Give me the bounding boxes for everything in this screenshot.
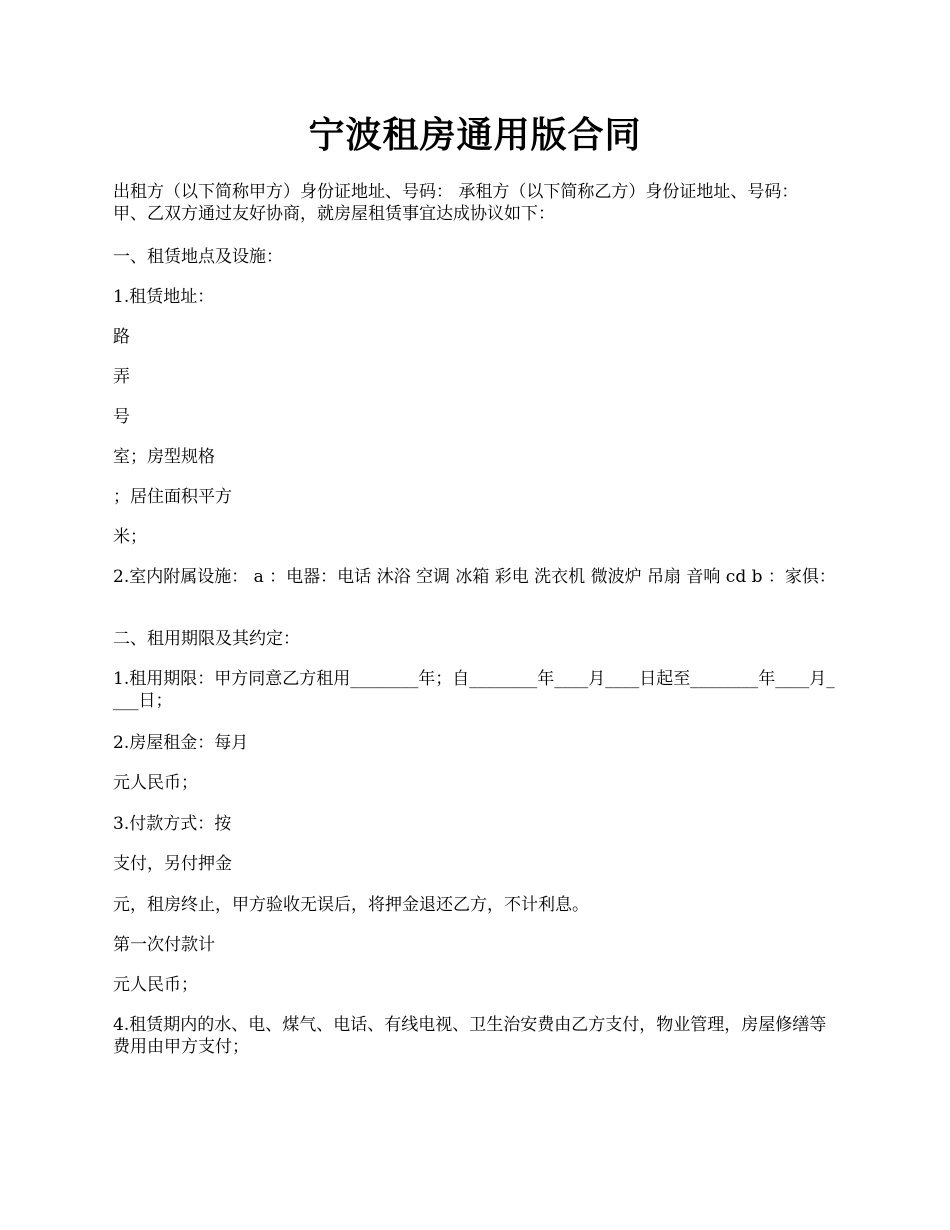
clause-2-1: 1.租用期限：甲方同意乙方租用________年；自________年____月____日起至________年____月____日；	[113, 669, 835, 711]
clause-1-1: 1.租赁地址：	[113, 287, 215, 307]
rent-currency: 元人民币；	[113, 773, 198, 793]
first-payment: 第一次付款计	[113, 935, 215, 955]
area-unit: 米；	[113, 527, 147, 547]
intro-paragraph: 出租方（以下简称甲方）身份证地址、号码： 承租方（以下简称乙方）身份证地址、号码： 甲、乙双方通过友好协商，就房屋租赁事宜达成协议如下：	[113, 182, 799, 224]
deposit-line: 支付，另付押金	[113, 854, 232, 874]
address-room: 室；房型规格	[113, 447, 215, 467]
section-heading-1: 一、租赁地点及设施：	[113, 247, 283, 267]
clause-2-3: 3.付款方式：按	[113, 814, 232, 834]
document-title: 宁波租房通用版合同	[308, 114, 642, 156]
living-area: ；居住面积平方	[113, 487, 232, 507]
first-payment-currency: 元人民币；	[113, 975, 198, 995]
clause-1-2: 2.室内附属设施： a ：电器：电话 沐浴 空调 冰箱 彩电 洗衣机 微波炉 吊扇 音响 cd b ：家俱：	[113, 567, 836, 587]
clause-2-4: 4.租赁期内的水、电、煤气、电话、有线电视、卫生治安费由乙方支付，物业管理，房屋修缮等费用由甲方支付；	[113, 1015, 827, 1057]
section-heading-2: 二、租用期限及其约定：	[113, 629, 300, 649]
address-lane: 弄	[113, 367, 130, 387]
address-road: 路	[113, 327, 130, 347]
deposit-terms: 元，租房终止，甲方验收无误后，将押金退还乙方，不计利息。	[113, 895, 589, 915]
address-number: 号	[113, 407, 130, 427]
clause-2-2: 2.房屋租金：每月	[113, 733, 249, 753]
